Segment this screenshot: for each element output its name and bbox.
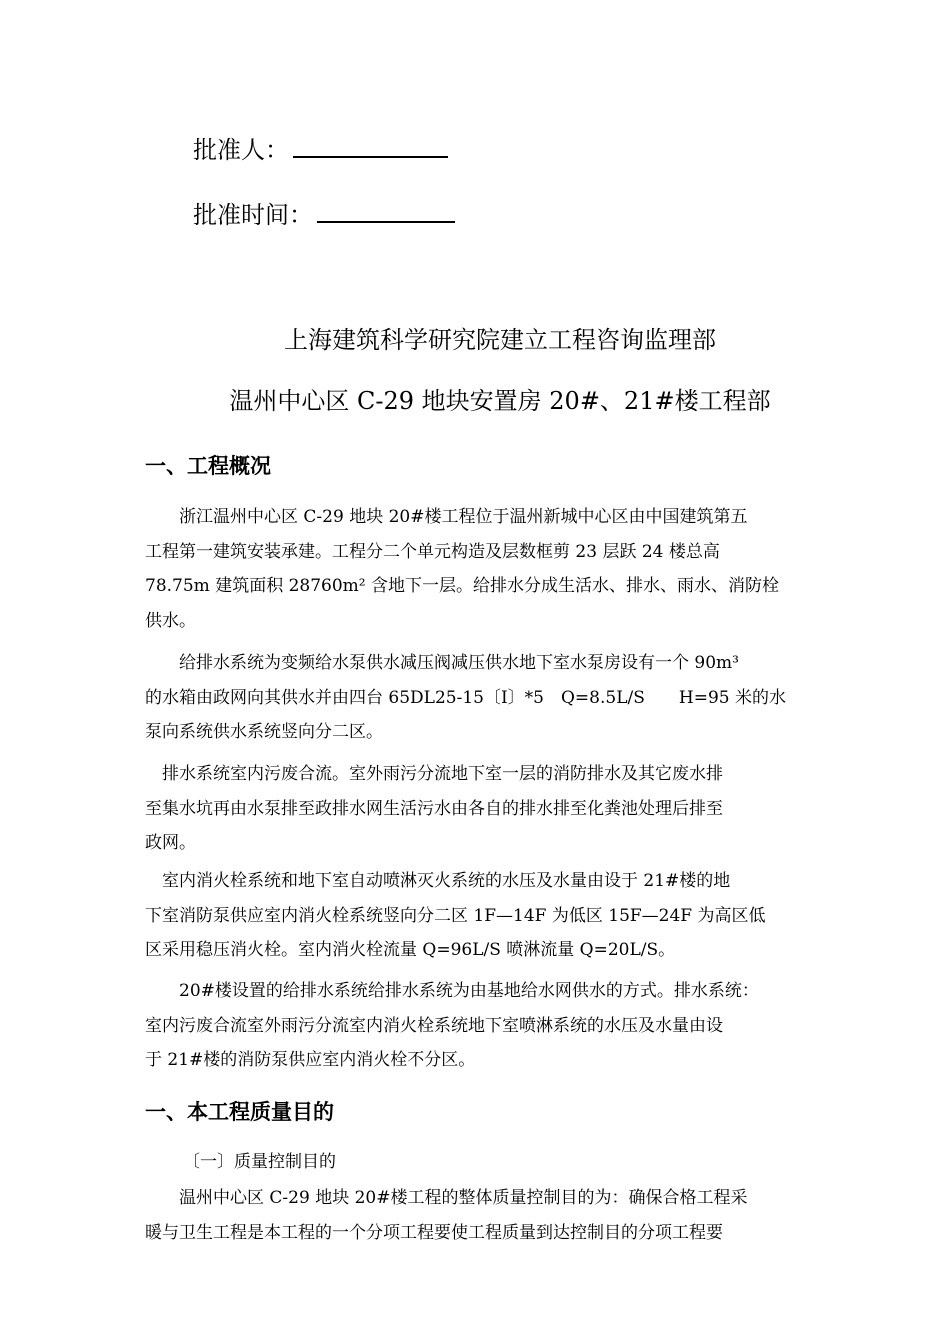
paragraph-building-20: [145, 974, 813, 1078]
paragraph-quality-control: [145, 1181, 813, 1250]
approve-time-line: [193, 197, 455, 230]
approver-signature-blank: [293, 132, 448, 158]
approver-label: 批准人：: [193, 136, 289, 164]
paragraph-line: 政网。: [145, 833, 196, 853]
paragraph-line: 区采用稳压消火栓。室内消火栓流量 Q=96L/S 喷淋流量 Q=20L/S。: [145, 940, 676, 960]
paragraph-line: 下室消防泵供应室内消火栓系统竖向分二区 1F—14F 为低区 15F—24F 为高区低: [145, 905, 766, 926]
organization-title: 上海建筑科学研究院建立工程咨询监理部: [284, 326, 716, 354]
paragraph-drainage: [145, 757, 813, 861]
paragraph-project-overview: [145, 500, 813, 638]
project-title: 温州中心区 C-29 地块安置房 20#、21#楼工程部: [229, 387, 771, 415]
paragraph-line: 室内消火栓系统和地下室自动喷淋灭火系统的水压及水量由设于 21#楼的地: [145, 871, 731, 891]
approve-time-blank: [317, 197, 455, 223]
paragraph-fire-hydrant: [145, 864, 813, 968]
paragraph-line: 供水。: [145, 610, 196, 631]
paragraph-line: 室内污废合流室外雨污分流室内消火栓系统地下室喷淋系统的水压及水量由设: [145, 1015, 723, 1036]
section-heading-quality-goals: 一、本工程质量目的: [145, 1100, 334, 1124]
paragraph-line: 至集水坑再由水泵排至政排水网生活污水由各自的排水排至化粪池处理后排至: [145, 798, 723, 819]
paragraph-line: 工程第一建筑安装承建。工程分二个单元构造及层数框剪 23 层跃 24 楼总高: [145, 541, 720, 562]
paragraph-line: 温州中心区 C-29 地块 20#楼工程的整体质量控制目的为：确保合格工程采: [145, 1188, 748, 1208]
paragraph-line: 给排水系统为变频给水泵供水减压阀减压供水地下室水泵房设有一个 90m³: [145, 653, 739, 673]
paragraph-line: 20#楼设置的给排水系统给排水系统为由基地给水网供水的方式。排水系统：: [145, 981, 759, 1001]
paragraph-line: 于 21#楼的消防泵供应室内消火栓不分区。: [145, 1050, 476, 1070]
paragraph-line: 暖与卫生工程是本工程的一个分项工程要使工程质量到达控制目的分项工程要: [145, 1222, 723, 1243]
paragraph-line: 排水系统室内污废合流。室外雨污分流地下室一层的消防排水及其它废水排: [145, 764, 723, 784]
approver-line: [193, 132, 448, 165]
paragraph-line: 泵向系统供水系统竖向分二区。: [145, 722, 383, 742]
paragraph-line: 的水箱由政网向其供水并由四台 65DL25-15〔I〕*5 Q=8.5L/S H=95 米的水: [145, 687, 786, 708]
approve-time-label: 批准时间：: [193, 201, 313, 229]
subheading-quality-control: 〔一〕质量控制目的: [183, 1152, 336, 1172]
paragraph-line: 78.75m 建筑面积 28760m² 含地下一层。给排水分成生活水、排水、雨水、消防栓: [145, 576, 780, 596]
section-heading-overview: 一、工程概况: [145, 454, 271, 478]
paragraph-water-supply: [145, 646, 813, 750]
paragraph-line: 浙江温州中心区 C-29 地块 20#楼工程位于温州新城中心区由中国建筑第五: [145, 507, 748, 527]
